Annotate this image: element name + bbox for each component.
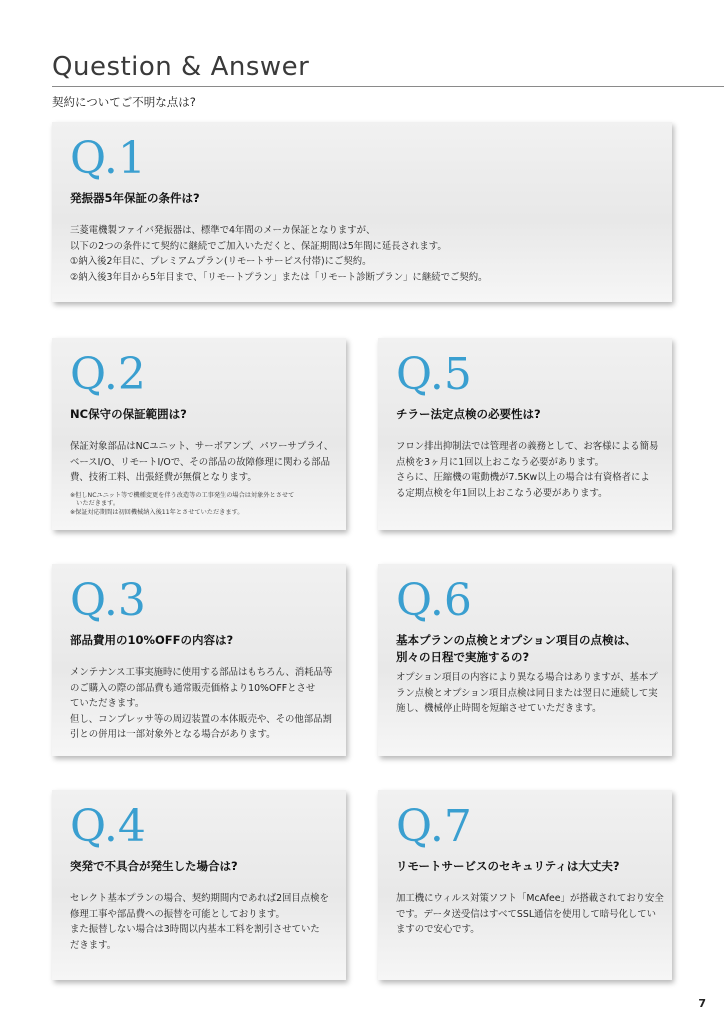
question-number: Q.1 [70, 133, 146, 184]
question-text: 突発で不具合が発生した場合は? [70, 859, 238, 873]
question-number: Q.5 [396, 349, 472, 400]
answer-line: です。データ送受信はすべてSSL通信を使用して暗号化してい [396, 908, 656, 920]
footnote [70, 492, 328, 518]
answer-line: オプション項目の内容により異なる場合はありますが、基本プ [396, 672, 658, 683]
answer-line: 施し、機械停止時間を短縮させていただきます。 [396, 703, 602, 714]
title-divider [52, 86, 724, 87]
answer-line: 費、技術工料、出張経費が無償となります。 [70, 472, 257, 483]
qa-card-5 [378, 338, 672, 530]
question-number: Q.6 [396, 575, 472, 626]
answer-line: のご購入の際の部品費も通常販売価格より10%OFFとさせ [70, 682, 316, 694]
answer-text [70, 439, 334, 486]
answer-line: セレクト基本プランの場合、契約期間内であれば2回目点検を [70, 893, 329, 904]
question-text: リモートサービスのセキュリティは大丈夫? [396, 859, 620, 873]
qa-card-4 [52, 790, 346, 980]
footnote-line: いただきます。 [70, 500, 120, 508]
answer-line: メンテナンス工事実施時に使用する部品はもちろん、消耗品等 [70, 667, 333, 678]
qa-card-1 [52, 122, 672, 302]
answer-line: 引との併用は一部対象外となる場合があります。 [70, 729, 276, 740]
answer-line: さらに、圧縮機の電動機が7.5Kw以上の場合は有資格者によ [396, 472, 650, 483]
answer-line: フロン排出抑制法では管理者の義務として、お客様による簡易 [396, 441, 659, 452]
question-number: Q.2 [70, 349, 146, 400]
answer-line: ベースI/O、リモートI/Oで、その部品の故障修理に関わる部品 [70, 456, 330, 468]
answer-text [396, 670, 658, 717]
footnote-line: ※但しNCユニット等で機種変更を伴う改造等の工事発生の場合は対象外とさせて [70, 491, 295, 499]
question-text: NC保守の保証範囲は? [70, 407, 187, 421]
question-number: Q.3 [70, 575, 146, 626]
answer-line: る定期点検を年1回以上おこなう必要があります。 [396, 487, 608, 499]
answer-text [396, 439, 659, 501]
answer-line: 加工機にウィルス対策ソフト「McAfee」が搭載されており安全 [396, 893, 664, 904]
page-number: 7 [698, 997, 706, 1010]
page-title: Question & Answer [52, 52, 310, 82]
answer-text [70, 891, 328, 953]
answer-line: ますので安心です。 [396, 924, 480, 935]
question-text: チラー法定点検の必要性は? [396, 407, 541, 421]
question-number: Q.4 [70, 801, 146, 852]
answer-line: 保証対象部品はNCユニット、サーボアンプ、パワーサプライ、 [70, 441, 334, 452]
answer-line: 但し、コンプレッサ等の周辺装置の本体販売や、その他部品割 [70, 713, 332, 725]
page-subtitle: 契約についてご不明な点は? [52, 95, 196, 109]
answer-line: 点検を3ヶ月に1回以上おこなう必要があります。 [396, 456, 605, 468]
qa-card-3 [52, 564, 346, 756]
answer-line: だきます。 [70, 939, 117, 951]
answer-line: 修理工事や部品費への振替を可能としております。 [70, 908, 285, 920]
answer-line: ていただきます。 [70, 698, 145, 709]
answer-text [70, 665, 333, 743]
question-text: 部品費用の10%OFFの内容は? [70, 633, 234, 647]
qa-card-7 [378, 790, 672, 980]
answer-line: ②納入後3年目から5年目まで、「リモートプラン」または「リモート診断プラン」に継続でご契約。 [70, 271, 488, 283]
qa-card-6 [378, 564, 672, 756]
footnote-line: ※保証対応期間は初回機械納入後11年とさせていただきます。 [70, 508, 244, 516]
question-number: Q.7 [396, 801, 472, 852]
answer-text [70, 223, 654, 285]
question-line: 別々の日程で実施するの? [396, 650, 530, 664]
question-text: 発振器5年保証の条件は? [70, 191, 200, 205]
answer-line: ラン点検とオプション項目点検は同日または翌日に連続して実 [396, 687, 658, 699]
answer-line: 三菱電機製ファイバ発振器は、標準で4年間のメーカ保証となりますが、 [70, 225, 376, 236]
answer-line: ①納入後2年目に、プレミアムプラン(リモートサービス付帯)にご契約。 [70, 256, 372, 267]
qa-card-2 [52, 338, 346, 530]
question-line: 基本プランの点検とオプション項目の点検は、 [396, 633, 637, 647]
answer-text [396, 891, 664, 938]
answer-line: また振替しない場合は3時間以内基本工料を割引させていた [70, 924, 320, 935]
question-text [396, 632, 654, 666]
answer-line: 以下の2つの条件にて契約に継続でご加入いただくと、保証期間は5年間に延長されます。 [70, 240, 447, 252]
